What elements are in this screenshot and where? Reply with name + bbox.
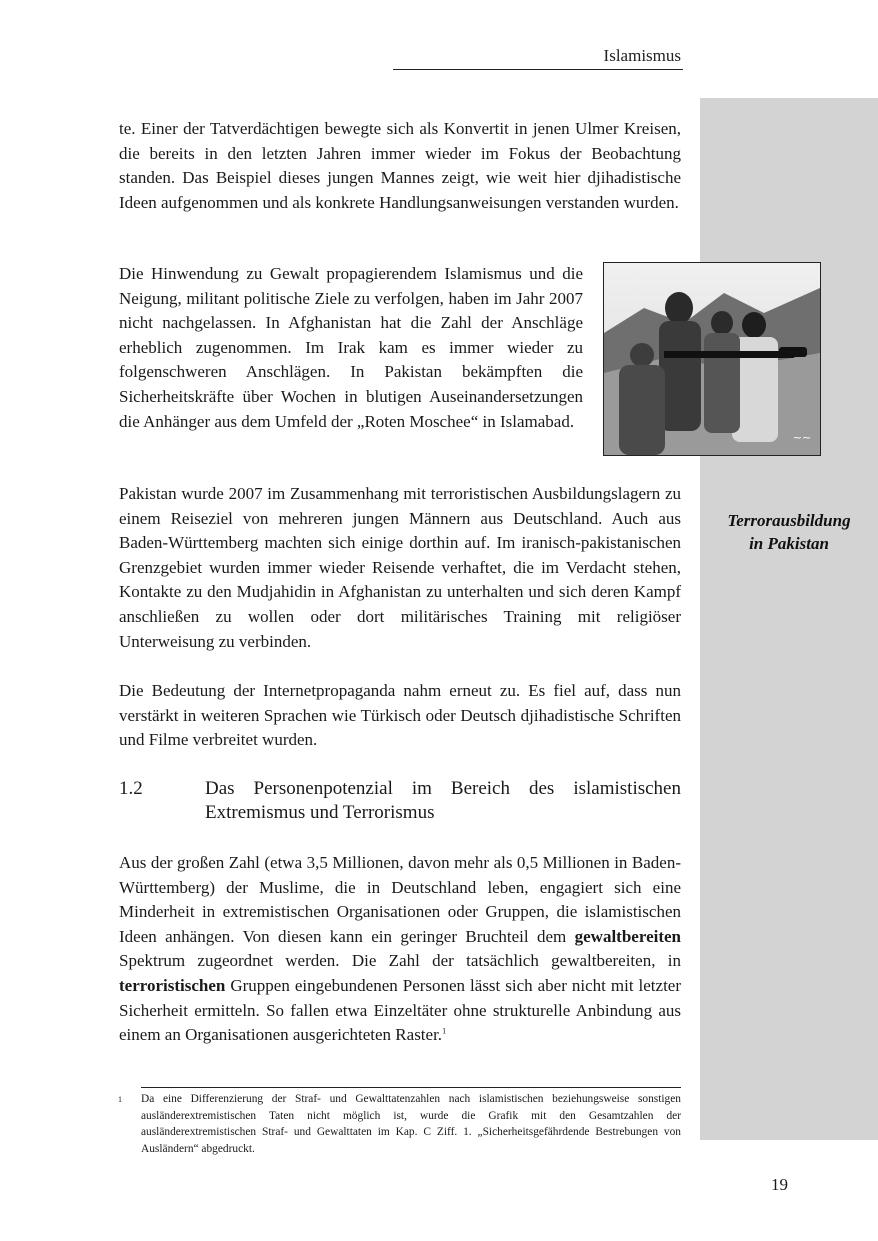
section-title: Das Personenpotenzial im Bereich des islamistischen Extremismus und Terrorismus (205, 778, 681, 823)
paragraph-4: Die Bedeutung der Internetpropaganda nahm erneut zu. Es fiel auf, dass nun verstärkt in weiteren Sprachen wie Türkisch oder Deutsch djihadistische Schriften und Filme verbreitet wurden. (119, 681, 681, 750)
footnote-text: Da eine Differenzierung der Straf- und Gewalttatenzahlen nach islamistischen beziehungsweise sonstigen ausländerextremistischen Taten nicht möglich ist, wurde die Grafik mit den Gesamtzahlen der ausländerextremistischen Straf- und Gewalttaten im Kap. C Ziff. 1. „Sicherheitsgefährdende Bestrebungen von Ausländern“ abgedruckt. (141, 1093, 681, 1155)
margin-note-line1: Terrorausbildung (727, 511, 851, 530)
svg-text:~~: ~~ (792, 431, 812, 444)
paragraph-5-part3: Gruppen eingebundenen Personen lässt sich aber nicht mit letzter Sicherheit ermitteln. So fallen etwa Einzeltäter ohne strukturelle Anbindung aus einem an Organisationen ausgerichteten Raster. (119, 975, 681, 1045)
running-header: Islamismus (603, 46, 681, 65)
header-rule (393, 69, 683, 70)
paragraph-5-part2: Spektrum zugeordnet werden. Die Zahl der tatsächlich gewaltbereiten, in (119, 951, 681, 971)
footnote-marker: 1 (118, 1095, 122, 1104)
paragraph-5-part1: Aus der großen Zahl (etwa 3,5 Millionen, davon mehr als 0,5 Millionen in Baden-Württemberg) der Muslime, die in Deutschland leben, engagiert sich eine Minderheit in extremistischen Organisationen oder Gruppen, die islamistischen Ideen anhängen. Von diesen kann ein geringer Bruchteil dem (119, 853, 681, 946)
margin-note (700, 509, 878, 555)
section-number: 1.2 (119, 778, 143, 799)
training-photo (603, 262, 821, 456)
paragraph-3: Pakistan wurde 2007 im Zusammenhang mit terroristischen Ausbildungslagern zu einem Reiseziel von mehreren jungen Männern aus Deutschland. Auch aus Baden-Württemberg machten sich einige dorthin auf. Im iranisch-pakistanischen Grenzgebiet wurden immer wieder Reisende verhaftet, die im Verdacht stehen, Kontakte zu den Mudjahidin in Afghanistan zu unterhalten und sich deren Kampf anschließen zu wollen oder dort militärisches Training mit religiöser Unterweisung zu verbinden. (119, 484, 681, 651)
footnote-rule (141, 1087, 681, 1088)
margin-note-line2: in Pakistan (749, 534, 829, 553)
paragraph-2: Die Hinwendung zu Gewalt propagierendem Islamismus und die Neigung, militant politische Ziele zu verfolgen, haben im Jahr 2007 nicht nachgelassen. In Afghanistan hat die Zahl der Anschläge erheblich zugenommen. Im Irak kam es immer wieder zu folgenschweren Anschlägen. In Pakistan bekämpften die Sicherheitskräfte über Wochen in blutigen Auseinandersetzungen die Anhänger aus dem Umfeld der „Roten Moschee“ in Islamabad. (119, 264, 583, 431)
paragraph-5 (119, 851, 681, 1048)
page-number: 19 (771, 1175, 788, 1194)
margin-sidebar (700, 98, 878, 1140)
keyword-gewaltbereiten: gewaltbereiten (574, 926, 681, 946)
keyword-terroristischen: terroristischen (119, 975, 226, 995)
footnote-reference: 1 (442, 1026, 447, 1036)
paragraph-1: te. Einer der Tatverdächtigen bewegte sich als Konvertit in jenen Ulmer Kreisen, die bereits in den letzten Jahren immer wieder im Fokus der Beobachtung standen. Das Beispiel dieses jungen Mannes zeigt, wie weit hier djihadistische Ideen aufgenommen und als konkrete Handlungsanweisungen verstanden wurden. (119, 119, 681, 212)
